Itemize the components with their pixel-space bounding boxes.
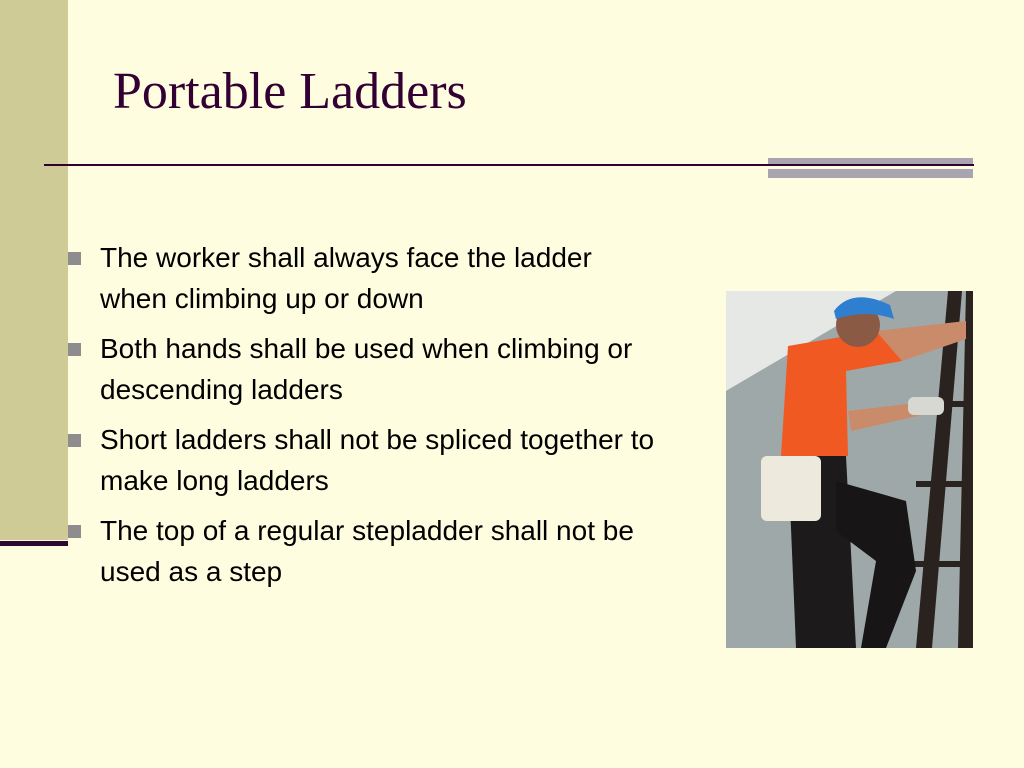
bullet-text: Both hands shall be used when climbing or descending ladders xyxy=(100,333,633,405)
tool-pouch xyxy=(761,456,821,521)
worker-glove xyxy=(908,397,944,415)
worker-climbing-ladder-photo xyxy=(726,291,973,648)
bullet-item xyxy=(64,419,664,501)
slide-title: Portable Ladders xyxy=(113,63,467,120)
bullet-item xyxy=(64,328,664,410)
bullet-list xyxy=(64,237,664,601)
bullet-text: The worker shall always face the ladder when climbing up or down xyxy=(100,242,592,314)
ladder-rung xyxy=(910,561,973,567)
bullet-item xyxy=(64,237,664,319)
bullet-text: Short ladders shall not be spliced together to make long ladders xyxy=(100,424,655,496)
left-decorative-bar xyxy=(0,0,68,540)
square-bullet-icon xyxy=(68,525,81,538)
bullet-item xyxy=(64,510,664,592)
ladder-rung xyxy=(916,481,973,487)
left-accent-line xyxy=(0,541,68,546)
title-divider xyxy=(44,164,974,166)
square-bullet-icon xyxy=(68,252,81,265)
bullet-text: The top of a regular stepladder shall not be used as a step xyxy=(100,515,634,587)
square-bullet-icon xyxy=(68,434,81,447)
square-bullet-icon xyxy=(68,343,81,356)
